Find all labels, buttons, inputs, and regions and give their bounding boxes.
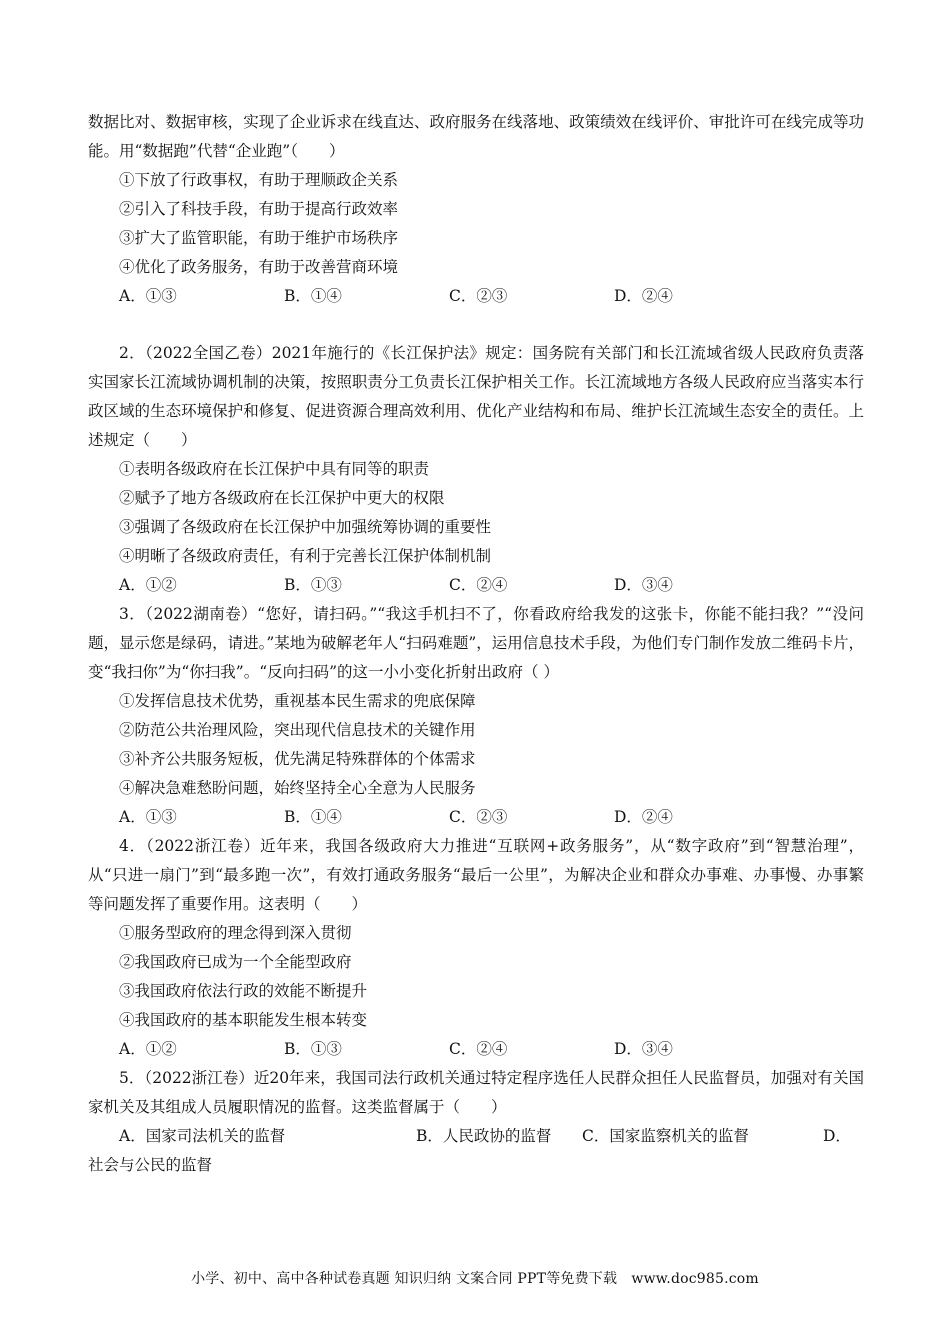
q2-choice-c[interactable]: C．②④ (449, 576, 508, 594)
q1-option-4: ④优化了政务服务，有助于改善营商环境 (119, 258, 399, 276)
q2-choices (88, 571, 864, 600)
q5-choice-b[interactable]: B．人民政协的监督 (416, 1127, 552, 1145)
q5-choice-a[interactable]: A．国家司法机关的监督 (119, 1127, 286, 1145)
q3-option-2: ②防范公共治理风险，突出现代信息技术的关键作用 (119, 721, 476, 739)
q3-option-4: ④解决急难愁盼问题，始终坚持全心全意为人民服务 (119, 779, 476, 797)
q2-option-4: ④明晰了各级政府责任，有利于完善长江保护体制机制 (119, 547, 492, 565)
q4-option-1: ①服务型政府的理念得到深入贯彻 (119, 924, 352, 942)
q4-choice-b[interactable]: B．①③ (284, 1040, 342, 1058)
q5-stem: 5．（2022浙江卷）近20年来，我国司法行政机关通过特定程序选任人民群众担任人民监督员，加强对有关国家机关及其组成人员履职情况的监督。这类监督属于（ ） (88, 1069, 864, 1116)
q4-choices (88, 1035, 864, 1064)
q2-option-1: ①表明各级政府在长江保护中具有同等的职责 (119, 460, 430, 478)
q2-option-2: ②赋予了地方各级政府在长江保护中更大的权限 (119, 489, 445, 507)
q3-choices (88, 803, 864, 832)
q3-option-1: ①发挥信息技术优势，重视基本民生需求的兜底保障 (119, 692, 476, 710)
q3-choice-d[interactable]: D．②④ (614, 808, 673, 826)
q1-option-3: ③扩大了监管职能，有助于维护市场秩序 (119, 229, 399, 247)
q1-option-1: ①下放了行政事权，有助于理顺政企关系 (119, 171, 399, 189)
q3-stem: 3．（2022湖南卷）“您好，请扫码。”“我这手机扫不了，你看政府给我发的这张卡，你能不能扫我？”“没问题，显示您是绿码，请进。”某地为破解老年人“扫码难题”，运用信息技术手段，为他们专门制作发放二维码卡片，变“我扫你”为“你扫我”。“反向扫码”的这一小小变化折射出政府（ ） (88, 605, 864, 681)
q4-option-2: ②我国政府已成为一个全能型政府 (119, 953, 352, 971)
q3-choice-a[interactable]: A．①③ (119, 808, 177, 826)
q1-stem: 数据比对、数据审核，实现了企业诉求在线直达、政府服务在线落地、政策绩效在线评价、审批许可在线完成等功能。用“数据跑”代替“企业跑”（ ） (88, 113, 864, 160)
q4-choice-a[interactable]: A．①② (119, 1040, 177, 1058)
question-gap (88, 311, 864, 339)
q5-choices (88, 1122, 864, 1151)
q2-choice-b[interactable]: B．①③ (284, 576, 342, 594)
q1-choice-a[interactable]: A．①③ (119, 287, 177, 305)
q5-choice-d[interactable]: D． (823, 1127, 851, 1145)
q4-stem: 4．（2022浙江卷）近年来，我国各级政府大力推进“互联网+政务服务”，从“数字政府”到“智慧治理”，从“只进一扇门”到“最多跑一次”，有效打通政务服务“最后一公里”，为解决企业和群众办事难、办事慢、办事繁等问题发挥了重要作用。这表明（ ） (88, 837, 864, 913)
q5-choice-d-text: 社会与公民的监督 (88, 1156, 213, 1174)
q4-choice-d[interactable]: D．③④ (614, 1040, 673, 1058)
q3-choice-b[interactable]: B．①④ (284, 808, 342, 826)
q3-choice-c[interactable]: C．②③ (449, 808, 508, 826)
q2-choice-d[interactable]: D．③④ (614, 576, 673, 594)
page-footer: 小学、初中、高中各种试卷真题 知识归纳 文案合同 PPT等免费下载 www.doc985.com (191, 1271, 759, 1287)
q2-choice-a[interactable]: A．①② (119, 576, 177, 594)
q4-choice-c[interactable]: C．②④ (449, 1040, 508, 1058)
q1-option-2: ②引入了科技手段，有助于提高行政效率 (119, 200, 399, 218)
q2-option-3: ③强调了各级政府在长江保护中加强统筹协调的重要性 (119, 518, 492, 536)
q4-option-4: ④我国政府的基本职能发生根本转变 (119, 1011, 368, 1029)
q1-choices (88, 282, 864, 311)
q2-stem: 2．（2022全国乙卷）2021年施行的《长江保护法》规定：国务院有关部门和长江流域省级人民政府负责落实国家长江流域协调机制的决策，按照职责分工负责长江保护相关工作。长江流域地方各级人民政府应当落实本行政区域的生态环境保护和修复、促进资源合理高效利用、优化产业结构和布局、维护长江流域生态安全的责任。上述规定（ ） (88, 344, 864, 449)
q3-option-3: ③补齐公共服务短板，优先满足特殊群体的个体需求 (119, 750, 476, 768)
q5-choice-c[interactable]: C．国家监察机关的监督 (582, 1127, 749, 1145)
q1-choice-d[interactable]: D．②④ (614, 287, 673, 305)
q1-choice-b[interactable]: B．①④ (284, 287, 342, 305)
q1-choice-c[interactable]: C．②③ (449, 287, 508, 305)
q4-option-3: ③我国政府依法行政的效能不断提升 (119, 982, 368, 1000)
exam-page (88, 108, 864, 1180)
